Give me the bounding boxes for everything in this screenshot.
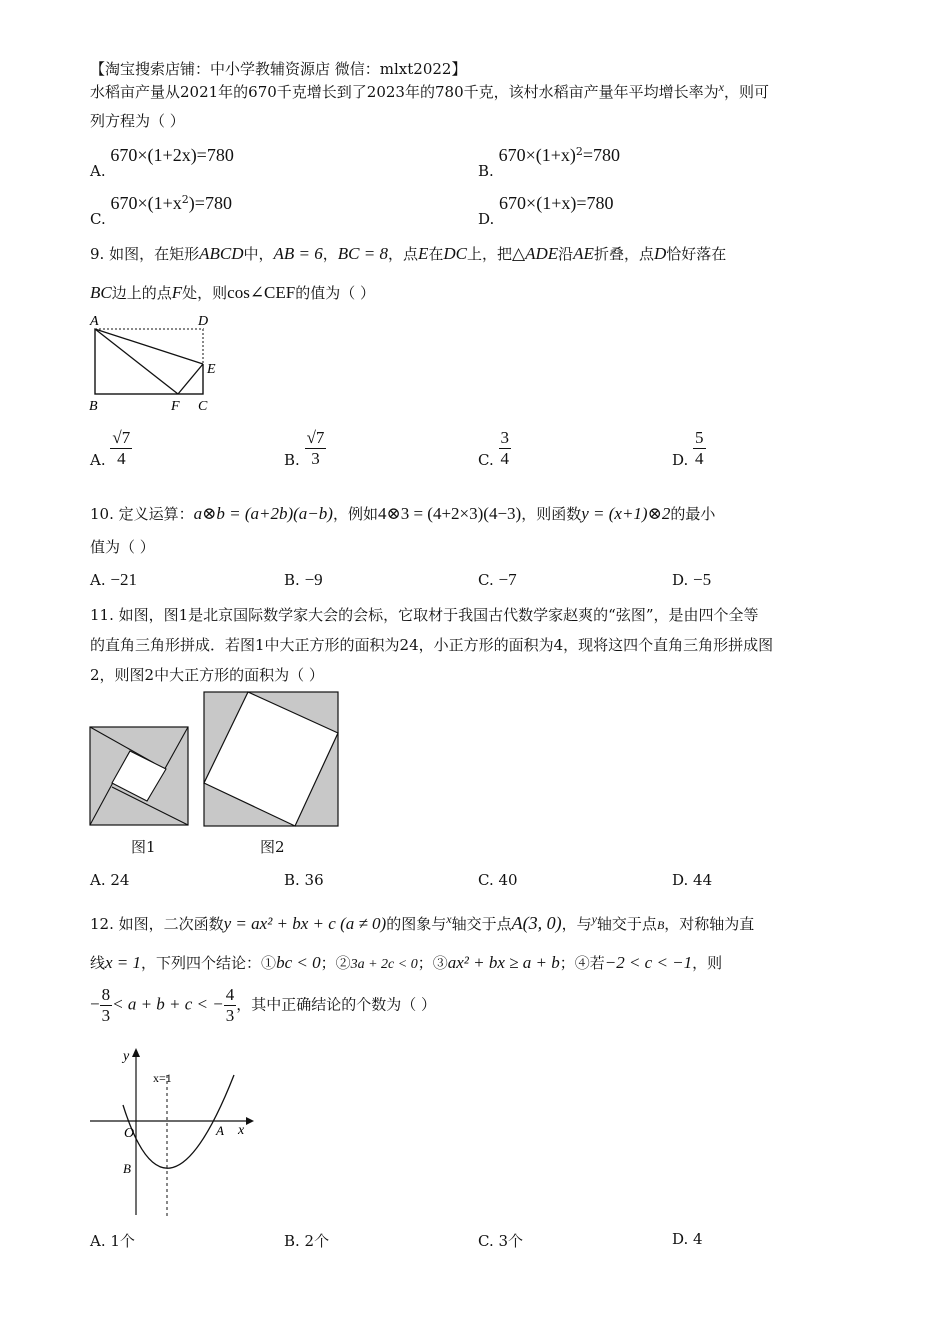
fig1-caption: 图1: [131, 838, 156, 856]
fig2-caption: 图2: [260, 838, 285, 856]
q11-option-d[interactable]: D. 44: [672, 871, 713, 889]
q9-line2: BC边上的点F处，则cos∠CEF的值为（ ）: [90, 283, 376, 302]
graph-label-a: A: [216, 1123, 224, 1138]
q8-option-b[interactable]: B. $670\times(1+x)^2=780$: [478, 145, 621, 180]
q11-option-b[interactable]: B. 36: [284, 871, 324, 889]
q8-option-a[interactable]: A. 670×(1+2x)=780: [90, 145, 234, 180]
q8-line1: 水稻亩产量从2021年的670千克增长到了2023年的780千克，该村水稻亩产量年平均增长率为$^x$，则可: [90, 80, 769, 101]
q12-option-b[interactable]: B. 2个: [284, 1232, 330, 1250]
q9-rectangle-figure: [86, 312, 226, 417]
graph-label-b: B: [123, 1161, 131, 1176]
q12-option-d[interactable]: D. 4: [672, 1230, 703, 1248]
q10-option-d[interactable]: D. −5: [672, 570, 712, 589]
q12-parabola-graph: [88, 1045, 258, 1220]
q9-option-a[interactable]: A. $\frac{√7}{4}$: [90, 428, 131, 469]
q9-option-d[interactable]: D. $\frac{5}{4}$: [672, 428, 704, 469]
graph-label-axis: x=1: [153, 1071, 172, 1085]
q11-line1: 11. 如图，图1是北京国际数学家大会的会标，它取材于我国古代数学家赵爽的“弦图”，是由四个全等: [90, 606, 759, 624]
label-f: F: [171, 399, 180, 414]
q11-line3: 2，则图2中大正方形的面积为（ ）: [90, 666, 324, 684]
label-a: A: [90, 314, 99, 329]
q8-var: x: [718, 80, 724, 94]
q11-line2: 的直角三角形拼成．若图1中大正方形的面积为24，小正方形的面积为4，现将这四个直角三角形拼成图: [90, 636, 774, 654]
label-c: C: [198, 399, 208, 414]
q8-option-d[interactable]: D. 670×(1+x)=780: [478, 193, 614, 228]
fe-segment: [178, 364, 203, 394]
q12-line1: 12. 如图，二次函数y = ax² + bx + c (a ≠ 0)的图象与$^x$轴交于点A(3, 0)，与$^y$轴交于点B，对称轴为直: [90, 912, 755, 933]
graph-label-x: x: [238, 1123, 245, 1138]
label-d: D: [198, 314, 209, 329]
parabola-curve: [123, 1075, 234, 1168]
label-e: E: [207, 362, 216, 377]
header-watermark: 【淘宝搜索店铺：中小学教辅资源店 微信：mlxt2022】: [90, 60, 467, 78]
af-segment: [95, 329, 178, 394]
q12-option-a[interactable]: A. 1个: [90, 1232, 135, 1250]
q10-option-c[interactable]: C. −7: [478, 570, 517, 589]
q12-line2: 线x = 1，下列四个结论：①bc < 0；②3a + 2c < 0；③ax² + bx ≥ a + b；④若−2 < c < −1，则: [90, 953, 723, 972]
ae-fold-line: [95, 329, 203, 364]
q10-line2: 值为（ ）: [90, 538, 155, 556]
q10-option-b[interactable]: B. −9: [284, 570, 323, 589]
q9-line1: 9. 如图，在矩形ABCD中，AB = 6，BC = 8，点E在DC上，把△ADE沿AE折叠，点D恰好落在: [90, 244, 727, 263]
q8-option-c[interactable]: C. $670\times(1+x^2)=780$: [90, 193, 232, 228]
graph-label-y: y: [123, 1049, 130, 1064]
q11-option-a[interactable]: A. 24: [90, 871, 130, 889]
q9-option-b[interactable]: B. $\frac{√7}{3}$: [284, 428, 325, 469]
q10-option-a[interactable]: A. −21: [90, 570, 137, 589]
q11-figure-2: [204, 692, 340, 828]
graph-label-o: O: [124, 1126, 135, 1141]
q12-line3: − $\frac{8}{3}$ < a + b + c < − $\frac{4}{3}$ ，其中正确结论的个数为（ ）: [90, 985, 437, 1025]
q8-line2: 列方程为（ ）: [90, 112, 185, 130]
q12-option-c[interactable]: C. 3个: [478, 1232, 524, 1250]
q9-option-c[interactable]: C. $\frac{3}{4}$: [478, 428, 509, 469]
q11-option-c[interactable]: C. 40: [478, 871, 518, 889]
q10-line1: 10. 定义运算：a⊗b = (a+2b)(a−b)，例如4⊗3 = (4+2×3)(4−3)，则函数y = (x+1)⊗2的最小: [90, 504, 716, 523]
label-b: B: [89, 399, 98, 414]
q11-figure-1: [90, 727, 190, 827]
